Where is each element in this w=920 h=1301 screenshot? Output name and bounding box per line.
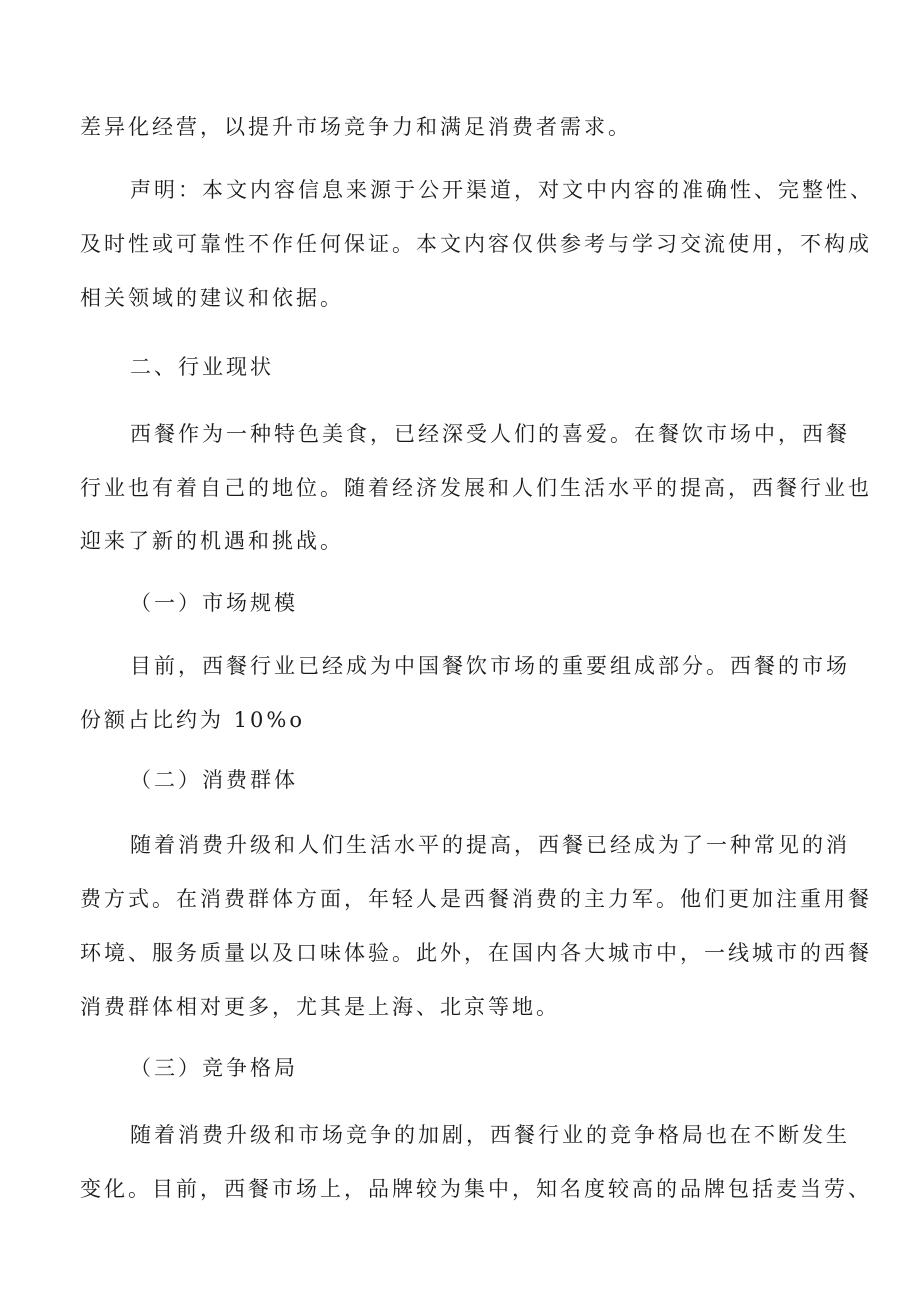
body-text-line: 随着消费升级和市场竞争的加剧，西餐行业的竞争格局也在不断发生 <box>130 1123 850 1147</box>
subsection-heading: （二）消费群体 <box>130 768 298 792</box>
body-text-line: 环境、服务质量以及口味体验。此外，在国内各大城市中，一线城市的西餐 <box>80 941 872 965</box>
body-text-line: 变化。目前，西餐市场上，品牌较为集中，知名度较高的品牌包括麦当劳、 <box>80 1177 872 1201</box>
body-text-line: 随着消费升级和人们生活水平的提高，西餐已经成为了一种常见的消 <box>130 833 850 857</box>
section-heading: 二、行业现状 <box>130 355 274 379</box>
body-text-line: 目前，西餐行业已经成为中国餐饮市场的重要组成部分。西餐的市场 <box>130 654 850 678</box>
body-text-line: 迎来了新的机遇和挑战。 <box>80 529 344 553</box>
body-text-line: 行业也有着自己的地位。随着经济发展和人们生活水平的提高，西餐行业也 <box>80 476 872 500</box>
body-text-line: 份额占比约为 10%o <box>80 708 305 732</box>
body-text-line: 差异化经营，以提升市场竞争力和满足消费者需求。 <box>80 115 632 139</box>
disclaimer-line: 声明：本文内容信息来源于公开渠道，对文中内容的准确性、完整性、 <box>130 178 874 202</box>
body-text-line: 费方式。在消费群体方面，年轻人是西餐消费的主力军。他们更加注重用餐 <box>80 887 872 911</box>
body-text-line: 西餐作为一种特色美食，已经深受人们的喜爱。在餐饮市场中，西餐 <box>130 422 850 446</box>
disclaimer-line: 相关领域的建议和依据。 <box>80 286 344 310</box>
subsection-heading: （一）市场规模 <box>130 591 298 615</box>
subsection-heading: （三）竞争格局 <box>130 1056 298 1080</box>
body-text-line: 消费群体相对更多，尤其是上海、北京等地。 <box>80 995 560 1019</box>
disclaimer-line: 及时性或可靠性不作任何保证。本文内容仅供参考与学习交流使用，不构成 <box>80 232 872 256</box>
